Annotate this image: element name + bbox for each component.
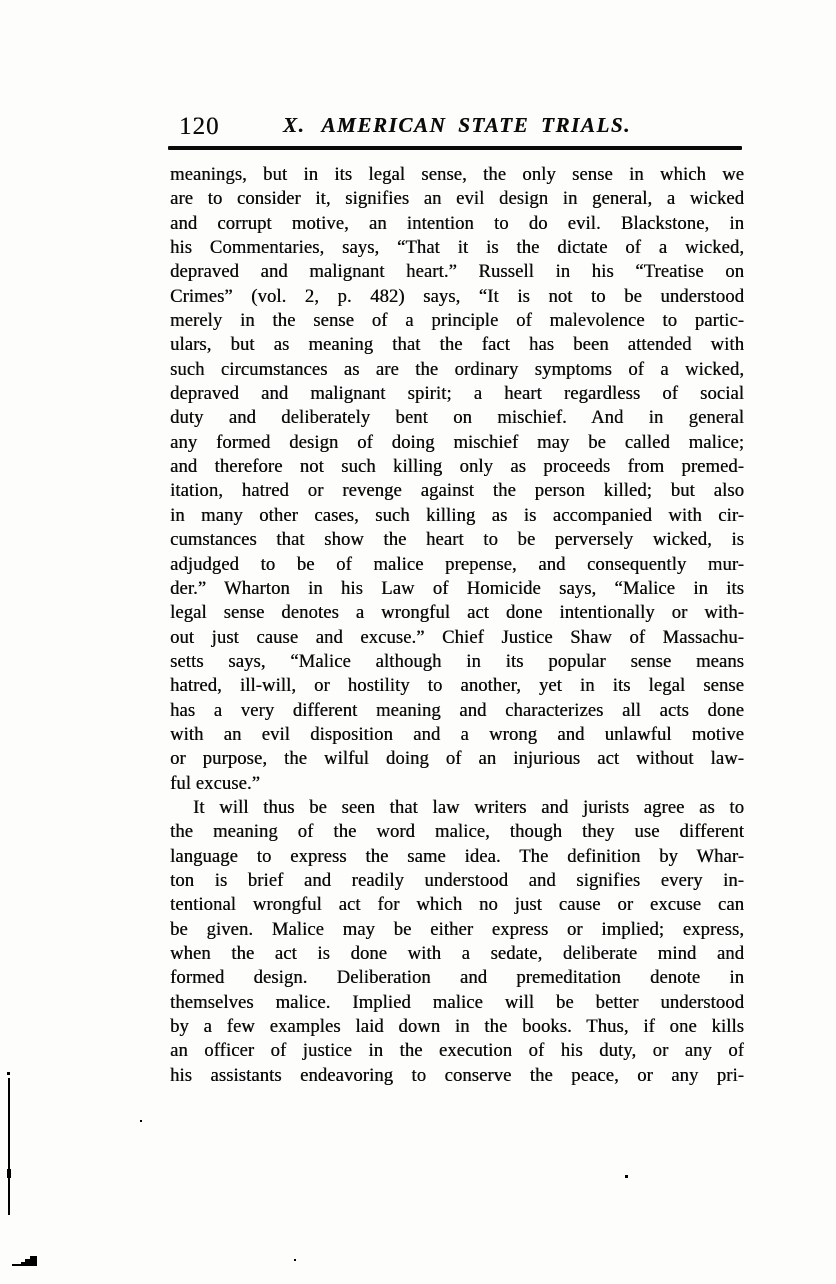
text-line: meanings, but in its legal sense, the only sense in which we bbox=[170, 164, 744, 185]
text-line: itation, hatred or revenge against the person killed; but also bbox=[170, 480, 744, 502]
page-body bbox=[170, 163, 744, 1088]
dust-speck bbox=[294, 1259, 296, 1261]
text-line: merely in the sense of a principle of malevolence to partic- bbox=[170, 310, 744, 332]
text-line: hatred, ill-will, or hostility to another, yet in its legal sense bbox=[170, 675, 744, 697]
corner-smudge-step bbox=[30, 1256, 37, 1265]
header-title-text: AMERICAN STATE TRIALS. bbox=[321, 113, 631, 137]
text-line: his assistants endeavoring to conserve the peace, or any pri- bbox=[170, 1064, 744, 1086]
header-title bbox=[170, 113, 744, 138]
text-line: such circumstances as are the ordinary symptoms of a wicked, bbox=[170, 358, 744, 380]
text-line: legal sense denotes a wrongful act done intentionally or with- bbox=[170, 602, 744, 624]
text-line: duty and deliberately bent on mischief. And in general bbox=[170, 407, 744, 429]
text-line: depraved and malignant spirit; a heart regardless of social bbox=[170, 383, 744, 405]
text-line: ton is brief and readily understood and signifies every in- bbox=[170, 869, 744, 891]
text-line: language to express the same idea. The definition by Whar- bbox=[170, 845, 744, 867]
text-line: the meaning of the word malice, though they use different bbox=[170, 821, 744, 843]
text-line: any formed design of doing mischief may be called malice; bbox=[170, 431, 744, 453]
text-line: has a very different meaning and characterizes all acts done bbox=[170, 699, 744, 721]
page-number: 120 bbox=[179, 113, 220, 140]
text-line: ful excuse.” bbox=[170, 772, 260, 794]
text-line: when the act is done with a sedate, deliberate mind and bbox=[170, 943, 744, 964]
text-line: formed design. Deliberation and premeditation denote in bbox=[170, 967, 744, 989]
margin-ink-line bbox=[8, 1078, 10, 1215]
text-line: ulars, but as meaning that the fact has been attended with bbox=[170, 334, 744, 356]
dust-speck bbox=[625, 1175, 628, 1178]
margin-ink-dot bbox=[7, 1072, 10, 1075]
text-line: an officer of justice in the execution of his duty, or any of bbox=[170, 1040, 744, 1062]
text-line: depraved and malignant heart.” Russell in his “Treatise on bbox=[170, 261, 744, 283]
text-line: be given. Malice may be either express or implied; express, bbox=[170, 918, 744, 940]
text-line: adjudged to be of malice prepense, and consequently mur- bbox=[170, 553, 744, 575]
text-line: and corrupt motive, an intention to do evil. Blackstone, in bbox=[170, 212, 744, 234]
text-line: Crimes” (vol. 2, p. 482) says, “It is not to be understood bbox=[170, 285, 744, 307]
text-line: or purpose, the wilful doing of an injurious act without law- bbox=[170, 748, 744, 770]
text-line: setts says, “Malice although in its popular sense means bbox=[170, 650, 744, 672]
text-line: themselves malice. Implied malice will be better understood bbox=[170, 991, 744, 1013]
text-line: with an evil disposition and a wrong and unlawful motive bbox=[170, 723, 744, 745]
text-line: tentional wrongful act for which no just cause or excuse can bbox=[170, 894, 744, 916]
text-line: are to consider it, signifies an evil design in general, a wicked bbox=[170, 188, 744, 210]
margin-ink-nub bbox=[7, 1169, 11, 1178]
header-rule bbox=[168, 146, 742, 150]
text-line: out just cause and excuse.” Chief Justice Shaw of Massachu- bbox=[170, 626, 744, 648]
text-line: his Commentaries, says, “That it is the dictate of a wicked, bbox=[170, 237, 744, 259]
dust-speck bbox=[140, 1120, 142, 1122]
text-line: by a few examples laid down in the books. Thus, if one kills bbox=[170, 1016, 744, 1038]
text-line: der.” Wharton in his Law of Homicide says, “Malice in its bbox=[170, 577, 744, 599]
section-number: X. bbox=[282, 113, 306, 137]
text-line: cumstances that show the heart to be perversely wicked, is bbox=[170, 529, 744, 551]
text-line: It will thus be seen that law writers and jurists agree as to bbox=[193, 796, 744, 818]
text-line: and therefore not such killing only as proceeds from premed- bbox=[170, 456, 744, 478]
running-header bbox=[170, 110, 744, 144]
text-line: in many other cases, such killing as is accompanied with cir- bbox=[170, 504, 744, 526]
